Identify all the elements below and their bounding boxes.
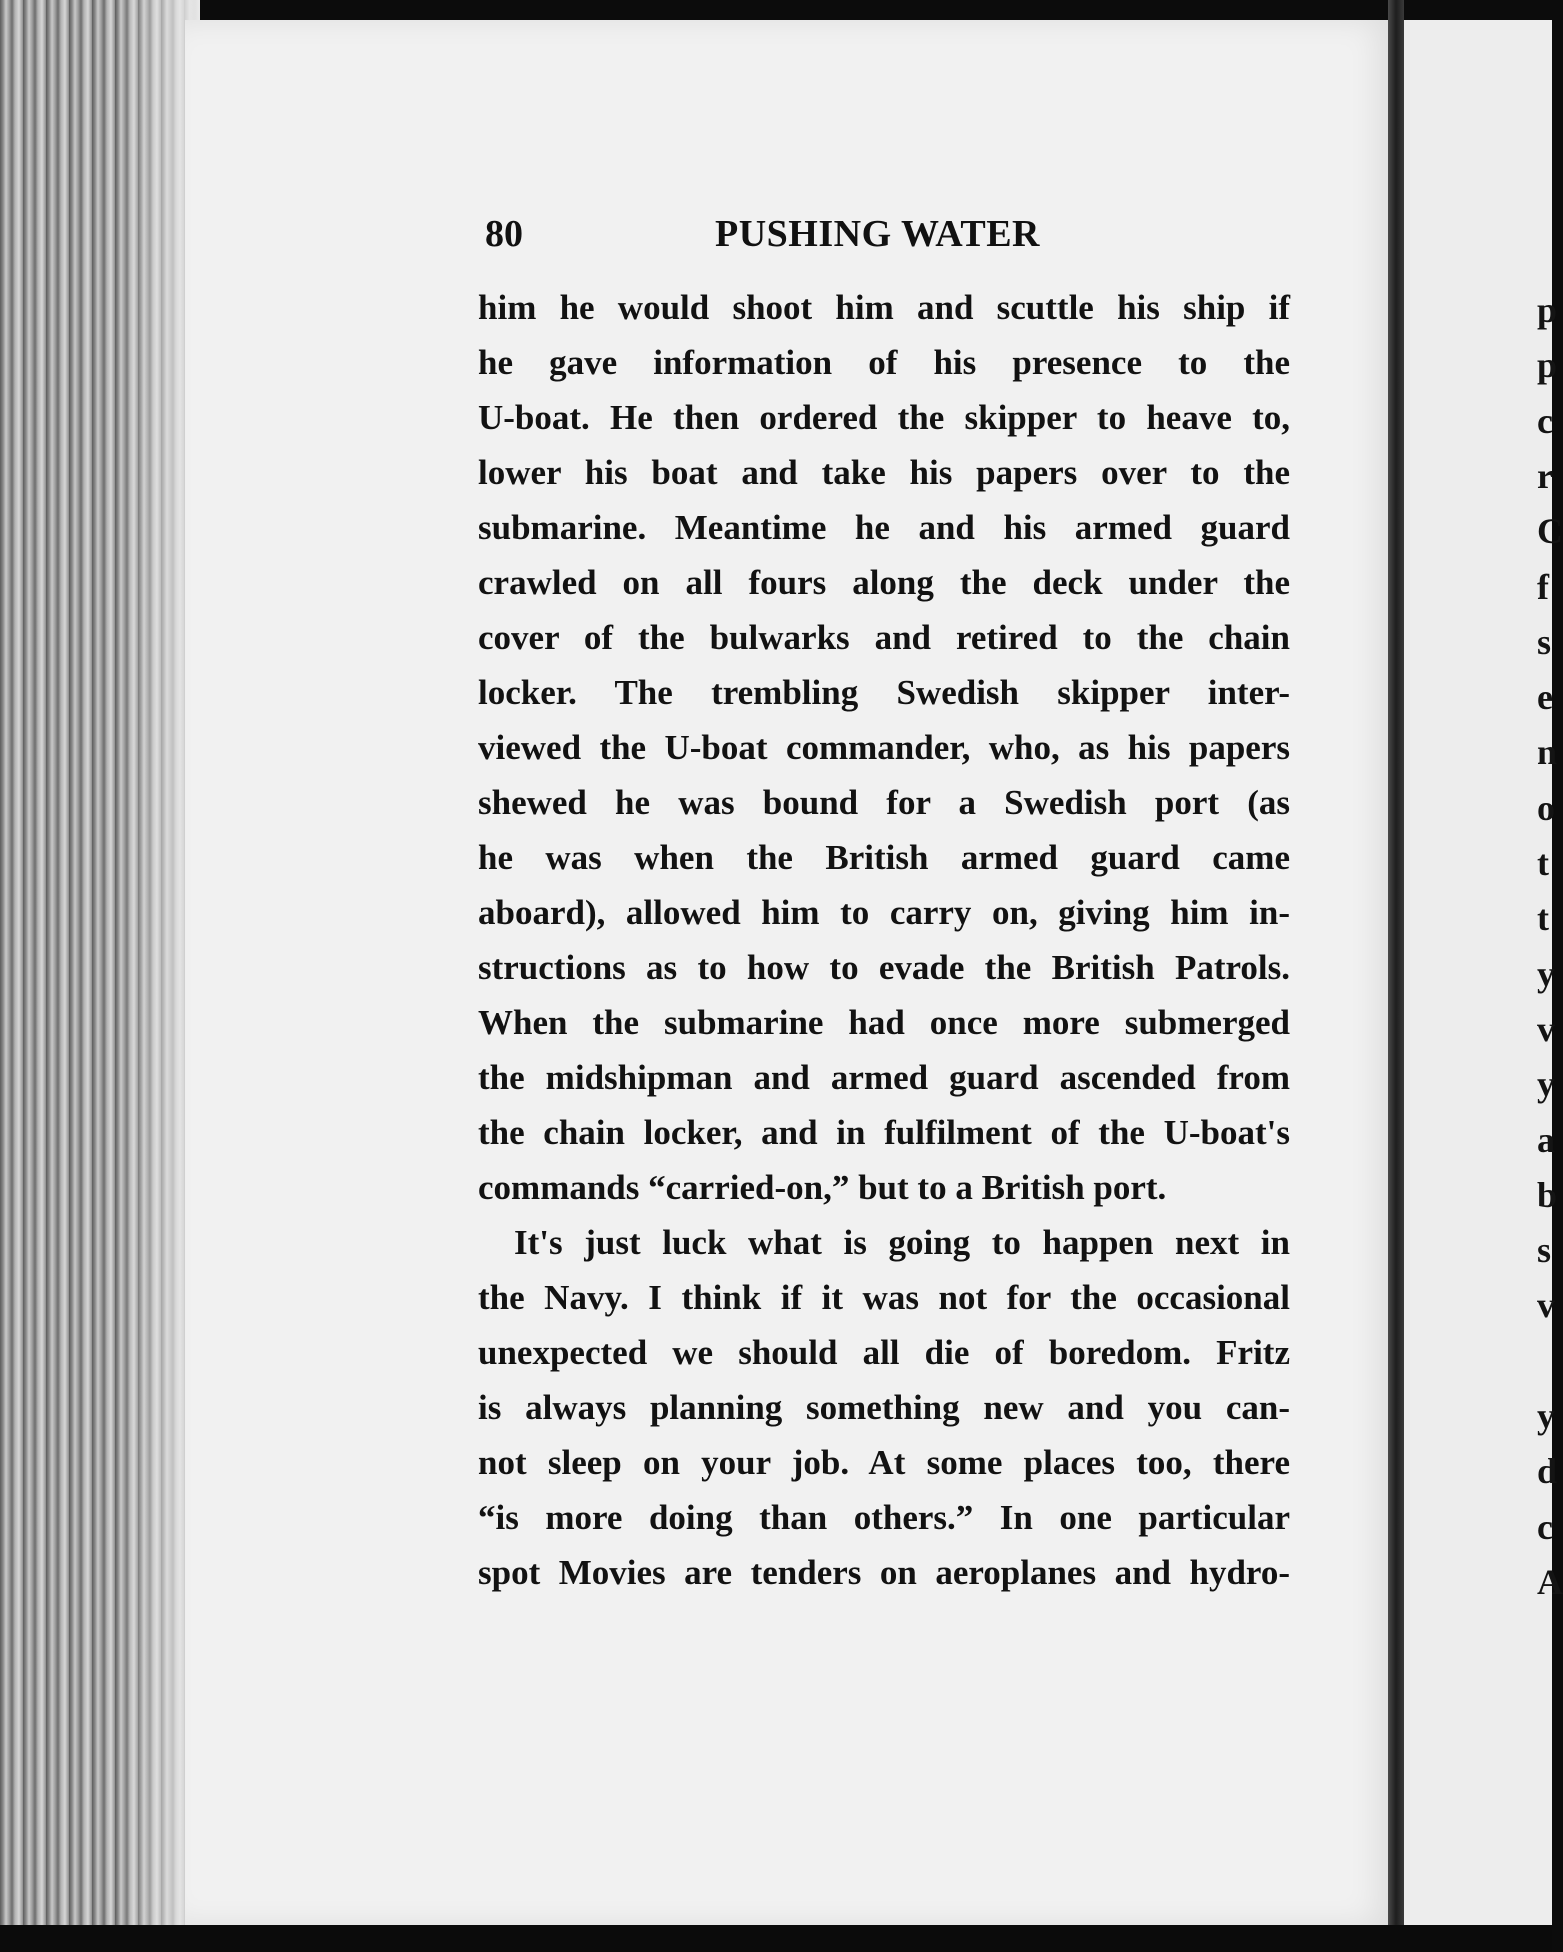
paragraph <box>478 280 1290 1215</box>
facing-page-letter: d <box>1537 1451 1558 1491</box>
facing-page-letter: n <box>1537 732 1558 772</box>
facing-page-letter: y <box>1537 1064 1555 1104</box>
facing-page-letter: v <box>1537 1009 1555 1049</box>
text-line: he gave information of his presence to the <box>478 343 1290 382</box>
facing-page-letter: t <box>1537 898 1549 938</box>
facing-page-letter: e <box>1537 677 1553 717</box>
text-line: crawled on all fours along the deck under the <box>478 563 1290 602</box>
facing-page-letter: b <box>1537 1175 1558 1215</box>
facing-page-letter: p <box>1537 345 1558 385</box>
text-line: It's just luck what is going to happen next in <box>514 1223 1290 1262</box>
facing-page-letter: y <box>1537 954 1555 994</box>
book-gutter <box>1388 0 1404 1952</box>
facing-page-letter: c <box>1537 1507 1553 1547</box>
facing-page-letter: s <box>1537 1230 1552 1270</box>
facing-page-letter: C <box>1537 511 1563 551</box>
paragraph <box>478 1215 1290 1600</box>
facing-page <box>1404 20 1552 1925</box>
facing-page-letter: a <box>1537 1120 1555 1160</box>
text-line: unexpected we should all die of boredom. Fritz <box>478 1333 1290 1372</box>
text-line: locker. The trembling Swedish skipper inter- <box>478 673 1290 712</box>
text-line: aboard), allowed him to carry on, giving him in- <box>478 893 1290 932</box>
text-line: the chain locker, and in fulfilment of the U-boat's <box>478 1113 1290 1152</box>
text-line: not sleep on your job. At some places too, there <box>478 1443 1290 1482</box>
text-line: U-boat. He then ordered the skipper to heave to, <box>478 398 1290 437</box>
running-title: PUSHING WATER <box>715 213 1040 255</box>
facing-page-letter: A <box>1537 1562 1563 1602</box>
text-line: the Navy. I think if it was not for the occasional <box>478 1278 1290 1317</box>
facing-page-letter: t <box>1537 843 1549 883</box>
page-number: 80 <box>485 213 523 255</box>
facing-page-letter: r <box>1537 456 1553 496</box>
text-line: “is more doing than others.” In one particular <box>478 1498 1290 1537</box>
facing-page-letter: s <box>1537 622 1552 662</box>
facing-page-letter: o <box>1537 788 1555 828</box>
facing-page-letter: y <box>1537 1396 1555 1436</box>
page-header <box>485 212 1285 262</box>
text-line: submarine. Meantime he and his armed guard <box>478 508 1290 547</box>
text-line: the midshipman and armed guard ascended from <box>478 1058 1290 1097</box>
text-line: structions as to how to evade the British Patrols. <box>478 948 1290 987</box>
text-line: cover of the bulwarks and retired to the chain <box>478 618 1290 657</box>
text-line: viewed the U-boat commander, who, as his papers <box>478 728 1290 767</box>
text-line: him he would shoot him and scuttle his ship if <box>478 288 1290 327</box>
facing-page-letter: c <box>1537 401 1553 441</box>
text-line: is always planning something new and you can- <box>478 1388 1290 1427</box>
facing-page-letter: v <box>1537 1285 1555 1325</box>
text-line: he was when the British armed guard came <box>478 838 1290 877</box>
text-line: commands “carried-on,” but to a British port. <box>478 1168 1167 1207</box>
text-line: shewed he was bound for a Swedish port (as <box>478 783 1290 822</box>
body-text <box>478 280 1290 1600</box>
facing-page-letter: f <box>1537 567 1549 607</box>
text-line: When the submarine had once more submerged <box>478 1003 1290 1042</box>
text-line: spot Movies are tenders on aeroplanes and hydro- <box>478 1553 1290 1592</box>
text-line: lower his boat and take his papers over to the <box>478 453 1290 492</box>
facing-page-letter: p <box>1537 290 1558 330</box>
scan-bottom-edge <box>0 1925 1552 1952</box>
